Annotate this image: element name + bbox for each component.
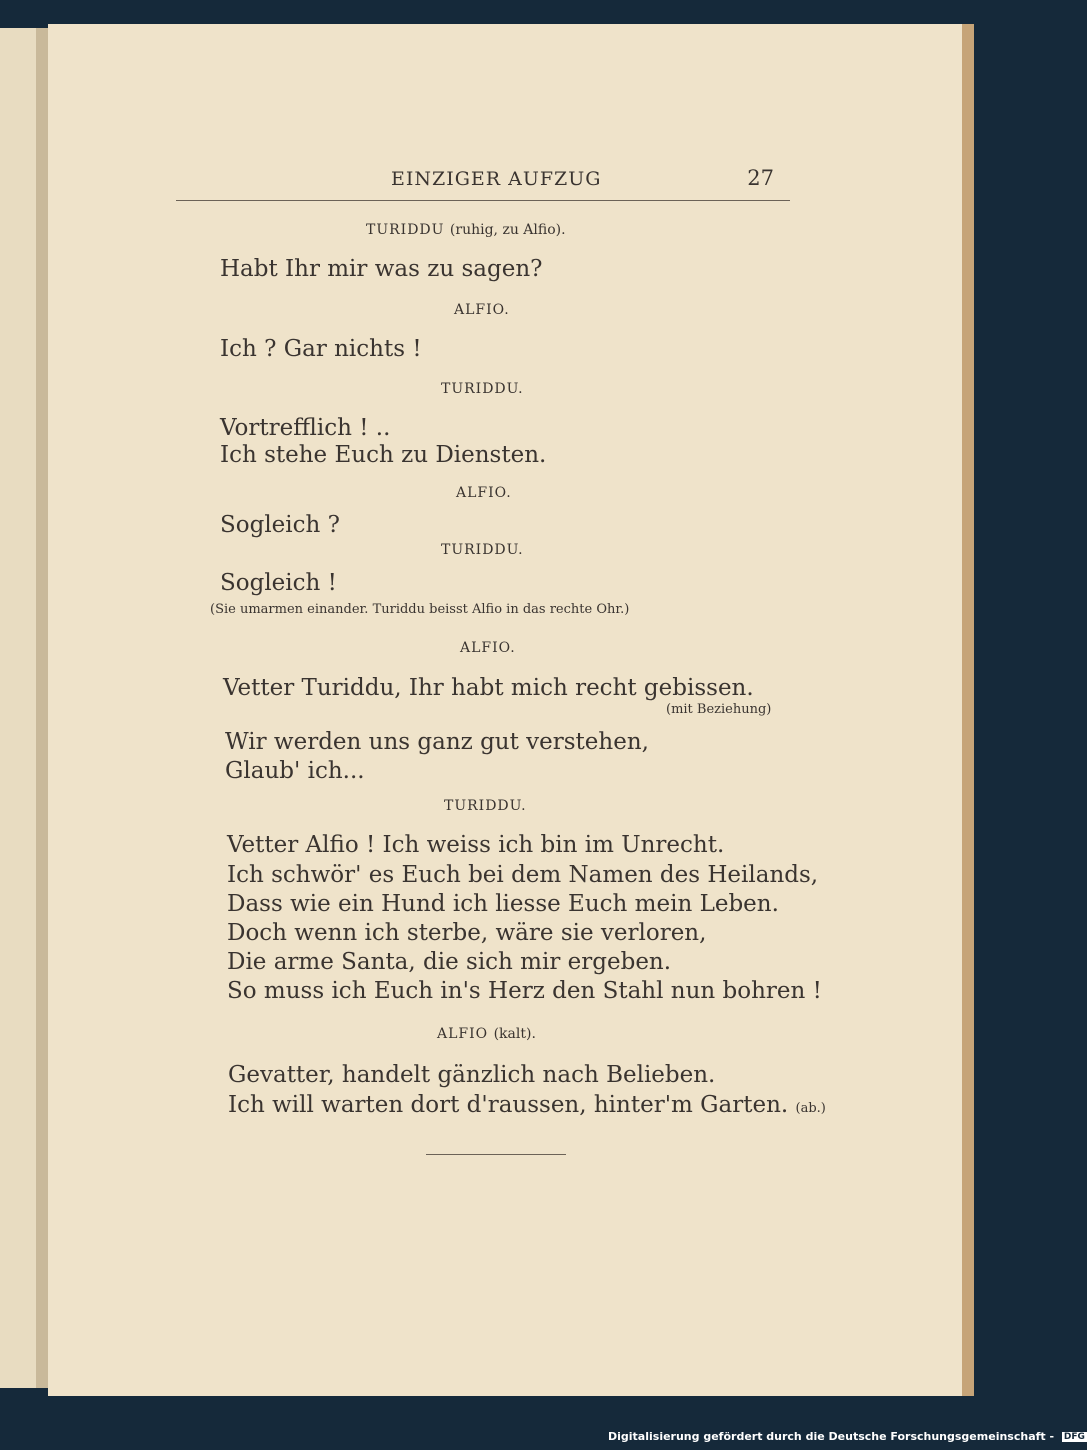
verse-line: Sogleich ! [220, 570, 337, 596]
dfg-logo: DFG [1063, 1432, 1085, 1442]
verse-line: So muss ich Euch in's Herz den Stahl nun bohren ! [227, 978, 822, 1004]
verse-line: Wir werden uns ganz gut verstehen, [225, 729, 649, 755]
verse-line: Gevatter, handelt gänzlich nach Belieben. [228, 1062, 716, 1088]
stage-direction: (Sie umarmen einander. Turiddu beisst Alfio in das rechte Ohr.) [210, 602, 630, 617]
book-page [48, 24, 962, 1396]
page-number: 27 [747, 166, 774, 190]
speaker-label [437, 1026, 536, 1042]
stage-direction: (ruhig, zu Alfio). [449, 222, 566, 238]
speaker-name: TURIDDU [366, 222, 445, 238]
speaker-label: TURIDDU. [441, 381, 524, 397]
verse-line: Vetter Turiddu, Ihr habt mich recht gebissen. [223, 675, 754, 701]
verse-line: Ich ? Gar nichts ! [220, 336, 422, 362]
speaker-label: TURIDDU. [441, 542, 524, 558]
speaker-label: ALFIO. [454, 302, 510, 318]
verse-line: Vetter Alfio ! Ich weiss ich bin im Unrecht. [227, 832, 725, 858]
credit-text: Digitalisierung gefördert durch die Deutsche Forschungsgemeinschaft - [608, 1430, 1055, 1443]
end-rule [426, 1154, 566, 1155]
verse-line: Vortrefflich ! .. [220, 415, 391, 441]
left-page-edge [0, 28, 38, 1388]
page-edge [962, 24, 974, 1396]
running-title: EINZIGER AUFZUG [391, 168, 602, 190]
stage-direction: (mit Beziehung) [666, 702, 772, 717]
speaker-label: TURIDDU. [444, 798, 527, 814]
verse-line: Glaub' ich... [225, 758, 365, 784]
page-header [176, 160, 790, 201]
speaker-label: ALFIO. [460, 640, 516, 656]
verse-text: Ich will warten dort d'raussen, hinter'm Garten. [228, 1092, 789, 1118]
digitization-credit [608, 1430, 1087, 1443]
verse-line: Ich schwör' es Euch bei dem Namen des Heilands, [227, 862, 819, 888]
verse-line: Ich stehe Euch zu Diensten. [220, 442, 547, 468]
verse-line: Doch wenn ich sterbe, wäre sie verloren, [227, 920, 707, 946]
verse-line: Sogleich ? [220, 512, 340, 538]
verse-line: Dass wie ein Hund ich liesse Euch mein Leben. [227, 891, 779, 917]
verse-line [228, 1092, 826, 1118]
stage-direction: (kalt). [493, 1026, 536, 1042]
speaker-label [366, 222, 566, 238]
speaker-name: ALFIO [437, 1026, 489, 1042]
speaker-label: ALFIO. [456, 485, 512, 501]
verse-line: Die arme Santa, die sich mir ergeben. [227, 949, 672, 975]
verse-line: Habt Ihr mir was zu sagen? [220, 256, 543, 282]
stage-direction: (ab.) [795, 1101, 826, 1116]
